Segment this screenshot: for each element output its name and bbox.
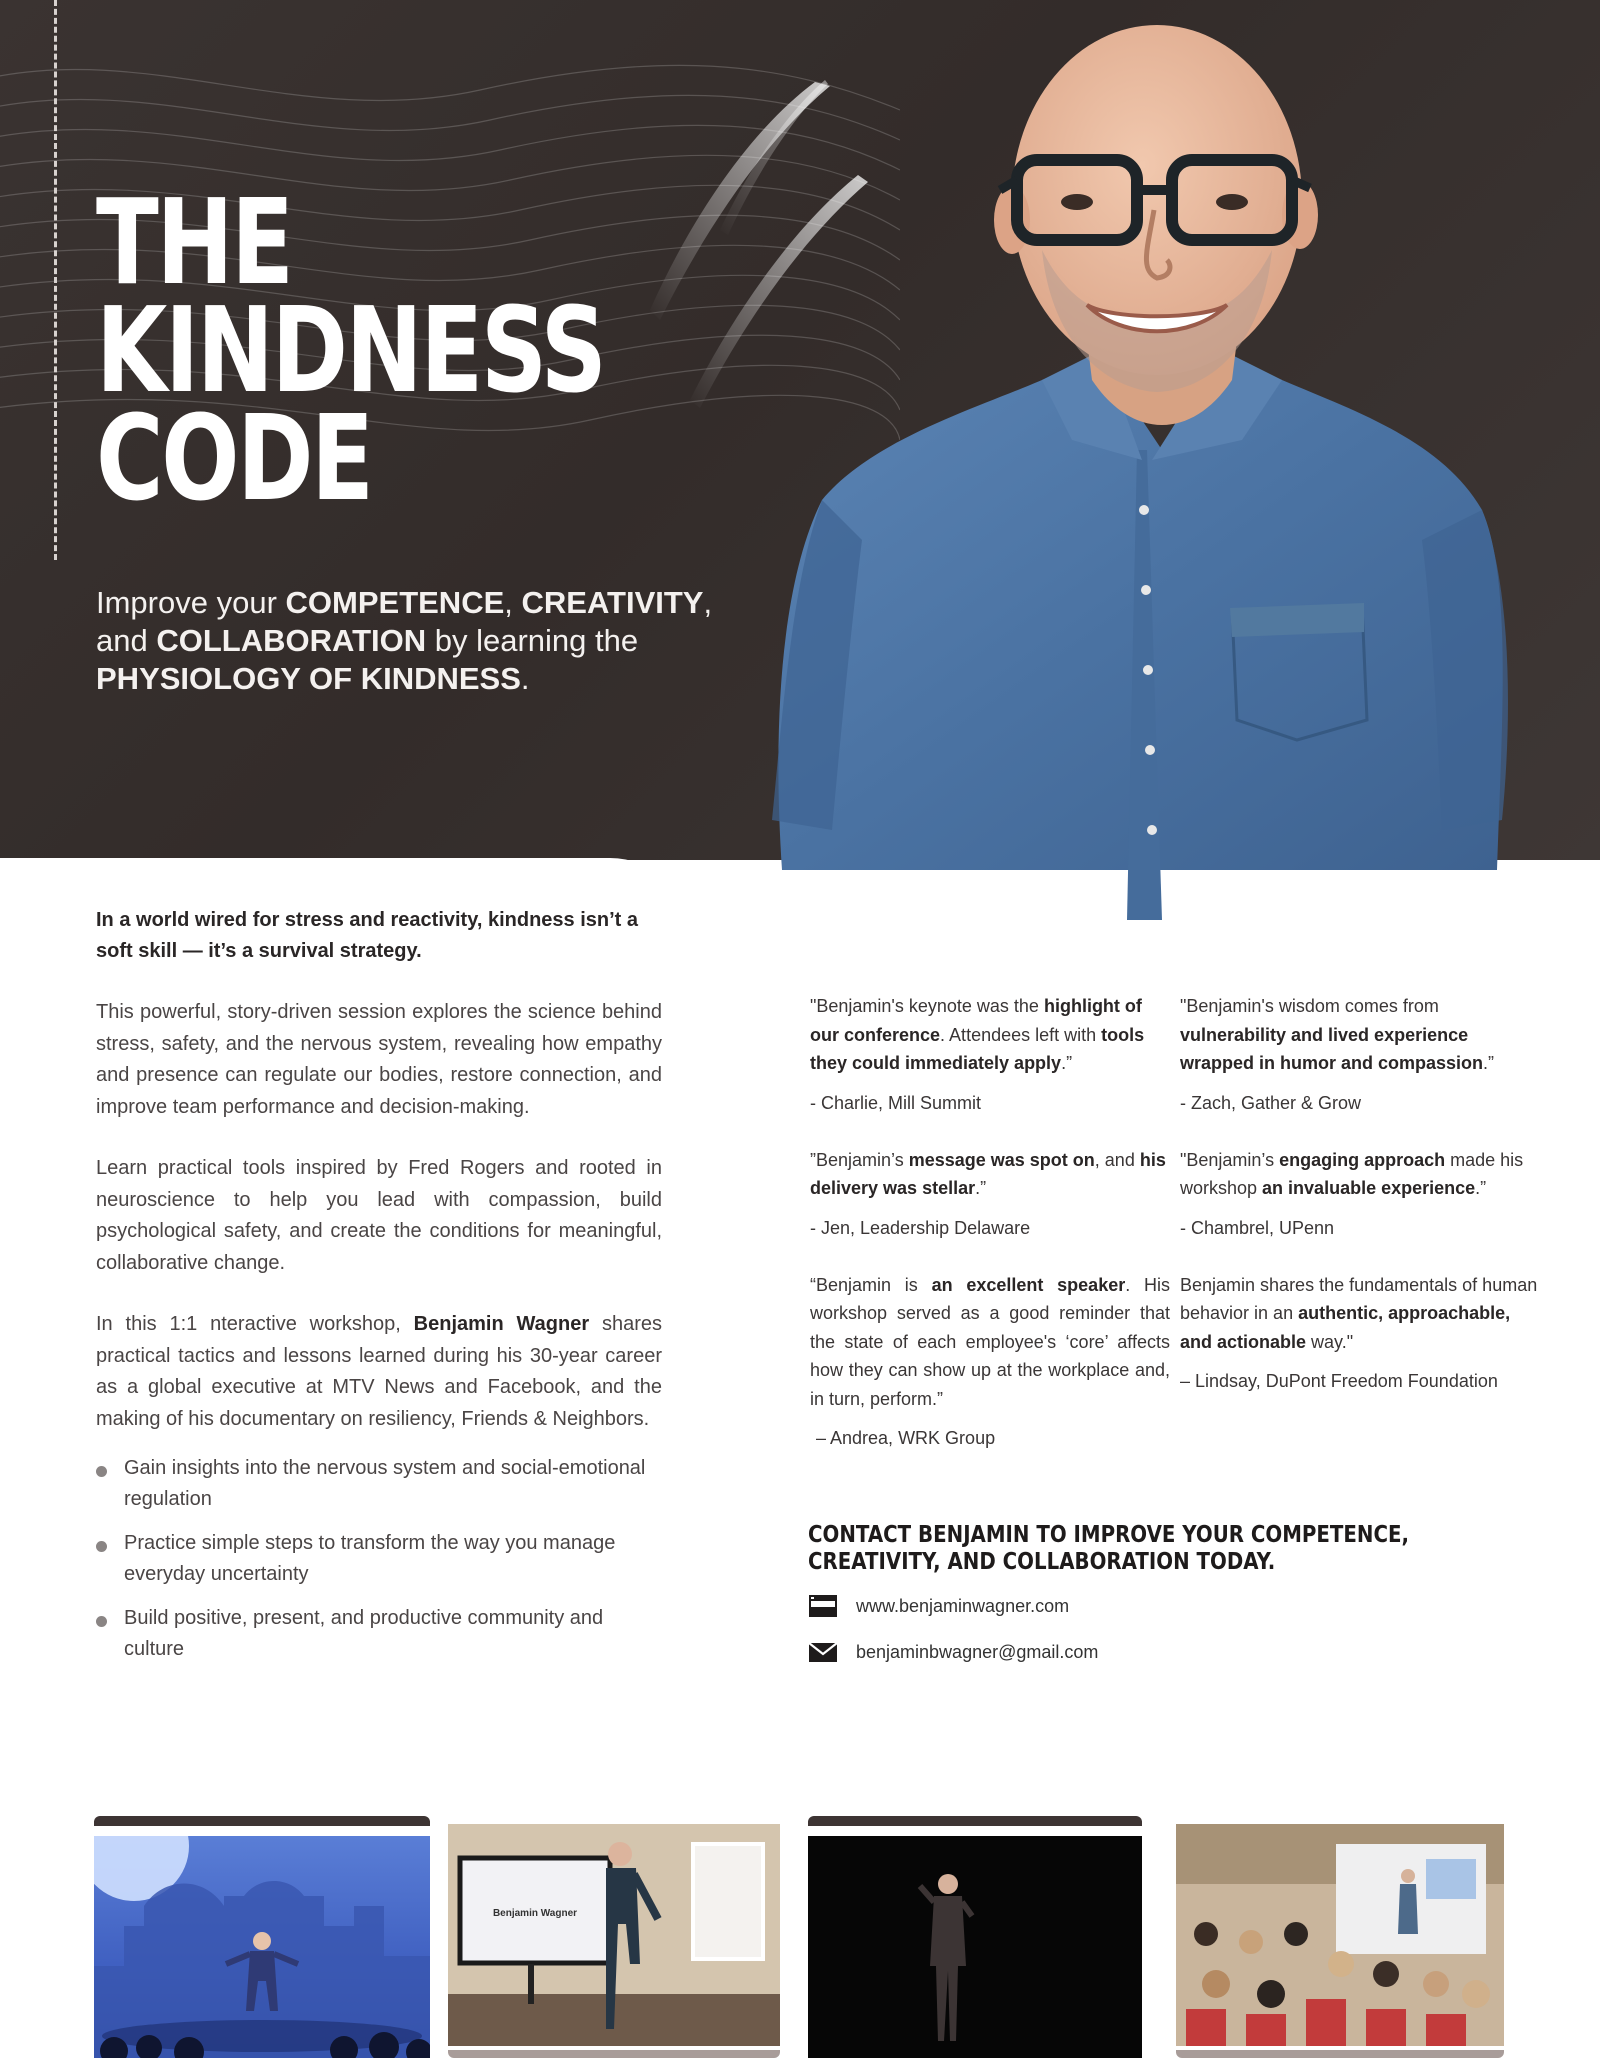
testimonial-author: - Jen, Leadership Delaware	[810, 1217, 1031, 1238]
contact-email[interactable]	[808, 1640, 1098, 1664]
bullet-dot-icon	[96, 1466, 107, 1477]
testimonial-author: - Chambrel, UPenn	[1180, 1217, 1335, 1238]
tagline-emphasis: COLLABORATION	[156, 623, 427, 658]
testimonial-author: – Andrea, WRK Group	[816, 1428, 996, 1448]
portrait-bottom-edge	[690, 936, 1600, 956]
screen-text: Benjamin Wagner	[492, 1908, 578, 1919]
testimonial-author: - Zach, Gather & Grow	[1180, 1092, 1362, 1113]
title-line-1: THE	[96, 173, 292, 311]
paragraph-text: shares practical tactics and lessons learned during his 30-year career as a global executive at MTV News and Facebook, and the making of his documentary on resiliency, Friends & Neighbors.	[96, 1313, 662, 1430]
tagline-text: .	[520, 661, 530, 696]
tagline	[96, 584, 736, 698]
photo-accent-bar	[808, 1816, 1142, 1826]
main-body-column	[96, 905, 662, 1678]
browser-window-icon	[808, 1594, 838, 1618]
testimonial-quote: "Benjamin's keynote was the highlight of our conference. Attendees left with tools they could immediately apply.”	[810, 996, 1145, 1073]
list-item-text: Gain insights into the nervous system and social-emotional regulation	[124, 1457, 646, 1510]
testimonial-quote: “Benjamin is an excellent speaker. His workshop served as a good reminder that the state of each employee's ‘core’ affects how they can show up at the workplace and, in turn, perform.”	[810, 1274, 1171, 1409]
testimonial-quote: "Benjamin’s engaging approach made his workshop an invaluable experience.”	[1180, 1149, 1524, 1198]
bullet-dot-icon	[96, 1616, 107, 1627]
website-link[interactable]: www.benjaminwagner.com	[856, 1595, 1070, 1616]
photo-seminar-audience	[1176, 1824, 1504, 2046]
testimonial-quote: "Benjamin's wisdom comes from vulnerability and lived experience wrapped in humor and compassion.”	[1180, 996, 1495, 1073]
title-line-2: KINDNESS	[96, 281, 605, 419]
tagline-text: ,	[504, 585, 522, 620]
paragraph-session: This powerful, story-driven session explores the science behind stress, safety, and the nervous system, revealing how empathy and presence can regulate our bodies, restore connection, and improve team performance and decision-making.	[96, 1001, 662, 1118]
lead-statement: In a world wired for stress and reactivity, kindness isn’t a soft skill — it’s a survival strategy.	[96, 909, 639, 962]
tagline-text: Improve your	[96, 585, 286, 620]
tagline-text: , and	[96, 585, 713, 658]
photo-accent-bar	[448, 2050, 780, 2058]
testimonial-author: – Lindsay, DuPont Freedom Foundation	[1180, 1371, 1498, 1391]
photo-spotlight-stage	[808, 1836, 1142, 2058]
tagline-emphasis: CREATIVITY	[521, 585, 704, 620]
envelope-icon	[808, 1640, 838, 1664]
paragraph-text: In this 1:1 nteractive workshop,	[96, 1313, 414, 1335]
dashed-vertical-line	[54, 0, 57, 560]
speaker-name: Benjamin Wagner	[413, 1313, 590, 1335]
testimonials-grid	[810, 992, 1550, 1481]
title-line-3: CODE	[96, 389, 372, 527]
contact-website[interactable]	[808, 1594, 1069, 1618]
speaker-portrait	[742, 20, 1522, 940]
testimonial-quote: ”Benjamin’s message was spot on, and his delivery was stellar.”	[810, 1149, 1166, 1198]
testimonials-column-left	[810, 992, 1180, 1481]
list-item	[96, 1603, 662, 1665]
list-item	[96, 1528, 662, 1590]
list-item-text: Practice simple steps to transform the way you manage everyday uncertainty	[124, 1532, 616, 1585]
benefits-list	[96, 1453, 662, 1665]
tagline-emphasis: COMPETENCE	[285, 585, 505, 620]
paragraph-workshop	[96, 1309, 662, 1435]
photo-accent-bar	[1176, 2050, 1504, 2058]
photo-accent-bar	[94, 1816, 430, 1826]
photo-keynote-stage	[94, 1836, 430, 2058]
testimonials-column-right	[1180, 992, 1550, 1481]
testimonial-quote: Benjamin shares the fundamentals of human behavior in an authentic, approachable, and actionable way."	[1180, 1274, 1538, 1352]
contact-heading: CONTACT BENJAMIN TO IMPROVE YOUR COMPETENCE, CREATIVITY, AND COLLABORATION TODAY.	[808, 1522, 1410, 1575]
email-link[interactable]: benjaminbwagner@gmail.com	[856, 1641, 1099, 1662]
testimonial-author: - Charlie, Mill Summit	[810, 1092, 982, 1113]
list-item-text: Build positive, present, and productive community and culture	[124, 1607, 604, 1660]
photo-workshop-screen	[448, 1824, 780, 2046]
list-item	[96, 1453, 662, 1515]
tagline-emphasis: PHYSIOLOGY OF KINDNESS	[96, 661, 521, 696]
paragraph-tools: Learn practical tools inspired by Fred Rogers and rooted in neuroscience to help you lead with compassion, build psychological safety, and create the conditions for meaningful, collaborative change.	[96, 1157, 662, 1274]
bullet-dot-icon	[96, 1541, 107, 1552]
tagline-text: by learning the	[426, 623, 639, 658]
page-title	[96, 173, 605, 527]
